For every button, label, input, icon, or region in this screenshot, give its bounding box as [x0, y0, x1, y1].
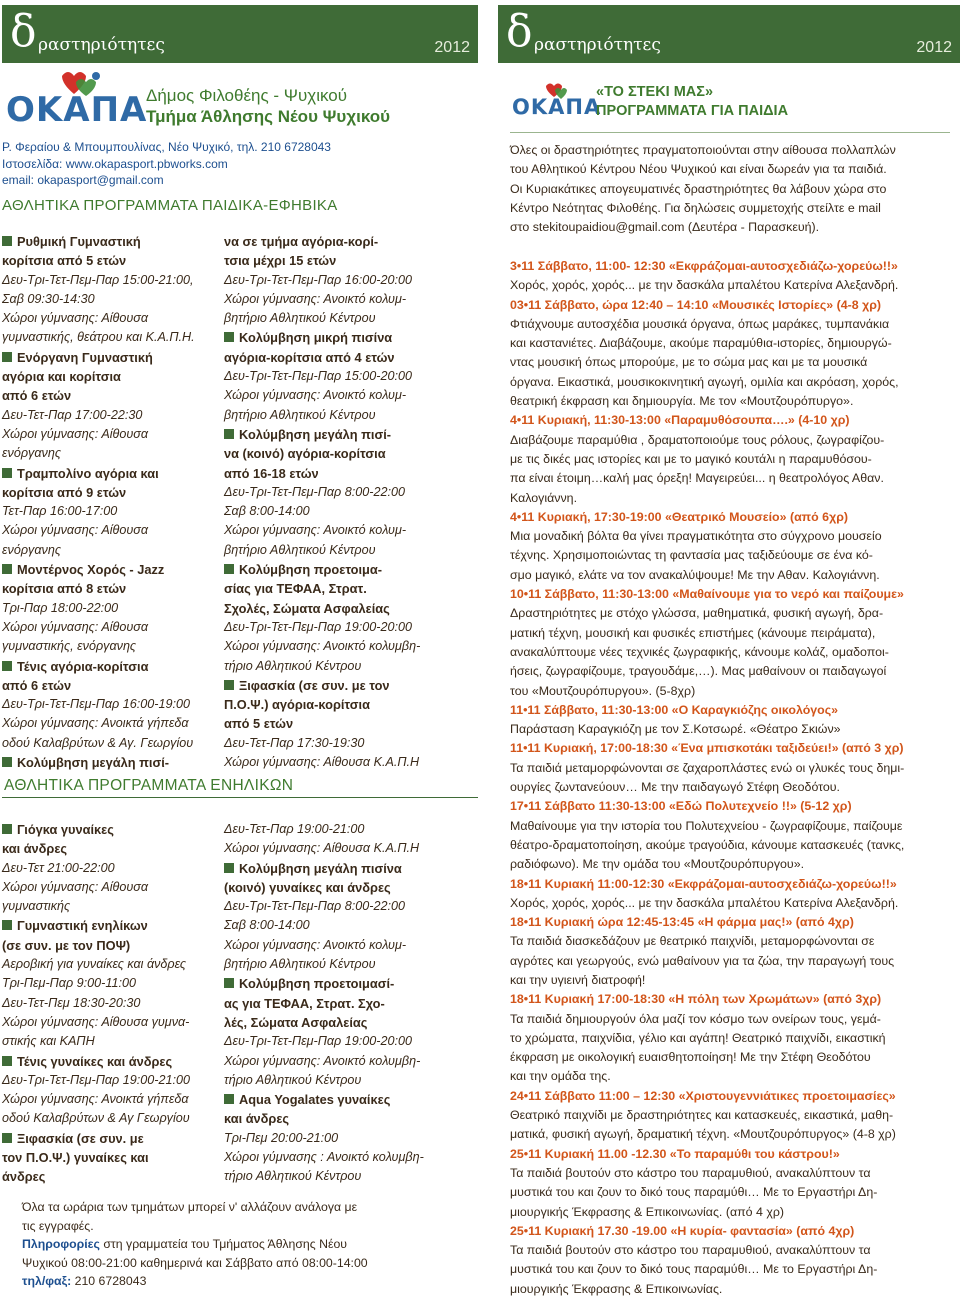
event-description: ντας μουσική όπως μπορούμε, με το σώμα μας και με τα μουσικά: [510, 355, 868, 370]
program-detail: οδού Καλαβρύτων & Αγ Γεωργίου: [2, 1111, 190, 1126]
program-heading-text: Μοντέρνος Χορός - Jazz: [17, 562, 165, 578]
event-heading: 18•11 Κυριακή 11:00-12:30 «Εκφράζομαι-αυτοσχεδιάζω-χορεύω!!»: [510, 876, 897, 891]
event-description: Καλογιάννη.: [510, 490, 578, 505]
program-detail: Δευ-Τρι-Τετ-Πεμ-Παρ 19:00-20:00: [224, 1034, 412, 1049]
event-heading: 3•11 Σάββατο, 11:00- 12:30 «Εκφράζομαι-αυτοσχεδιάζω-χορεύω!!»: [510, 259, 898, 273]
event-description: Παράσταση Καραγκιόζη με τον Σ.Κοτσωρέ. «Θέατρο Σκιών»: [510, 722, 841, 737]
program-heading-text: Τένις γυναίκες και άνδρες: [17, 1053, 173, 1069]
program-detail: βητήριο Αθλητικού Κέντρου: [224, 311, 376, 326]
program-heading: [2, 1129, 227, 1148]
program-heading-text: από 16-18 ετών: [224, 465, 319, 481]
event-heading: 10•11 Σάββατο, 11:30-13:00 «Μαθαίνουμε για το νερό και παίζουμε»: [510, 587, 904, 602]
event-description: του «Μουτζουρόπυργου». (5-8χρ): [510, 683, 696, 698]
program-detail: Χώροι γύμνασης: Αίθουσα: [2, 523, 149, 538]
program-heading-text: Ενόργανη Γυμναστική: [17, 349, 153, 365]
program-heading-text: τσια μέχρι 15 ετών: [224, 253, 337, 269]
event-description: ματικά, φυσική αγωγή, δραματική τέχνη. «Μουτζουρόπυργος» (4-8 χρ): [510, 1127, 896, 1142]
program-detail: βητήριο Αθλητικού Κέντρου: [224, 957, 376, 972]
left-banner: [2, 5, 478, 63]
program-detail: τήριο Αθλητικού Κέντρου: [224, 1169, 362, 1184]
program-heading-text: κορίτσια από 5 ετών: [2, 253, 127, 269]
event-description: και την υγιεινή διατροφή!: [510, 972, 646, 987]
program-heading-cont: [224, 232, 474, 251]
kids-column-2: [224, 232, 474, 772]
program-heading: [2, 464, 227, 483]
program-heading-text: Κολύμβηση προετοιμασί-: [239, 976, 395, 992]
event-description: μυστικά του και ζουν το δικό τους παραμύθι… Με το Εργαστήρι Δη-: [510, 1262, 878, 1277]
program-heading-cont: [2, 1148, 227, 1167]
program-heading-text: Τραμπολίνο αγόρια και: [17, 465, 159, 481]
program-detail: Σαβ 8:00-14:00: [224, 918, 310, 933]
program-heading-text: ας για ΤΕΦΑΑ, Στρατ. Σχο-: [224, 995, 385, 1011]
program-detail: Δευ-Τρι-Τετ-Πεμ-Παρ 15:00-21:00,: [2, 272, 194, 287]
program-heading-cont: [2, 251, 227, 270]
tel-rest: 210 6728043: [71, 1274, 147, 1288]
okapa-logo: [4, 66, 148, 136]
right-title-1: «ΤΟ ΣΤΕΚΙ ΜΑΣ»: [596, 84, 714, 100]
bullet-square-icon: [2, 1133, 12, 1143]
program-heading-text: από 5 ετών: [224, 716, 294, 732]
program-detail: οδού Καλαβρύτων & Αγ. Γεωργίου: [2, 735, 194, 750]
program-heading-text: (κοινό) γυναίκες και άνδρες: [224, 879, 391, 895]
events-list: [510, 257, 950, 1296]
event-description: μιουργικής Έκφρασης & Επικοινωνίας.: [510, 1281, 723, 1296]
event-description: θέατρο-δραματοποίηση, ακούμε τραγούδια, κάνουμε κατασκευές (τανκς,: [510, 837, 905, 852]
program-heading-text: από 6 ετών: [2, 388, 72, 404]
event-description: Θεατρικό παιχνίδι με δραστηριότητες και κατασκευές, εικαστικά, μαθη-: [510, 1108, 894, 1123]
program-heading-cont: [224, 994, 474, 1013]
bullet-square-icon: [2, 564, 12, 574]
program-heading-text: αγόρια και κορίτσια: [2, 369, 121, 385]
bullet-square-icon: [2, 468, 12, 478]
program-detail: Δευ-Τετ-Παρ 17:00-22:30: [2, 407, 143, 422]
event-description: Δραστηριότητες με στόχο γλώσσα, μαθηματικά, φυσική αγωγή, δρα-: [510, 606, 884, 621]
program-detail: γυμναστικής, θεάτρου και Κ.Α.Π.Η.: [2, 330, 195, 345]
program-detail: Δευ-Τρι-Τετ-Πεμ-Παρ 19:00-21:00: [2, 1072, 190, 1087]
program-heading-text: Π.Ο.Ψ.) αγόρια-κορίτσια: [224, 697, 370, 713]
program-heading-text: σίας για ΤΕΦΑΑ, Στρατ.: [224, 581, 367, 597]
program-detail: Χώροι γύμνασης : Ανοικτό κολυμβη-: [224, 1150, 424, 1165]
contact-site[interactable]: Ιστοσελίδα: www.okapasport.pbworks.com: [2, 156, 228, 171]
program-heading-cont: [224, 444, 474, 463]
program-heading-cont: [2, 579, 227, 598]
program-detail: Δευ-Τρι-Τετ-Πεμ-Παρ 8:00-22:00: [224, 899, 405, 914]
event-description: Χορός, χορός, χορός... με την δασκάλα μπαλέτου Κατερίνα Αλεξανδρή.: [510, 895, 899, 910]
municipality-title: Δήμος Φιλοθέης - Ψυχικού: [146, 86, 348, 105]
bullet-square-icon: [2, 920, 12, 930]
event-description: Μια μοναδική βόλτα θα γίνει πραγματικότητα στο σύγχρονο μουσείο: [510, 529, 882, 544]
event-heading: 25•11 Κυριακή 11.00 -12.30 «Το παραμύθι του κάστρου!»: [510, 1146, 840, 1161]
event-heading: 24•11 Σάββατο 11:00 – 12:30 «Χριστουγεννιάτικες προετοιμασίες»: [510, 1088, 896, 1103]
bullet-square-icon: [224, 680, 234, 690]
event-description: Μαθαίνουμε για την ιστορία του Πολυτεχνείου - ζωγραφίζουμε, παίζουμε: [510, 818, 903, 833]
event-description: μυστικά του και ζουν το δικό τους παραμύθι… Με το Εργαστήρι Δη-: [510, 1185, 878, 1200]
kids-column-1: [2, 232, 227, 772]
note-line-5: [22, 1272, 422, 1291]
intro-line: του Αθλητικού Κέντρου Νέου Ψυχικού και είναι δωρεάν για τα παιδιά.: [510, 162, 887, 177]
intro-line: στο stekitoupaidiou@gmail.com (Δευτέρα - Παρασκευή).: [510, 220, 820, 235]
program-heading-text: από 6 ετών: [2, 677, 72, 693]
program-heading-text: και άνδρες: [224, 1111, 290, 1127]
program-detail: Τρι-Παρ 18:00-22:00: [2, 600, 119, 615]
bullet-square-icon: [2, 824, 12, 834]
program-detail: Χώροι γύμνασης: Ανοικτό κολυμβη-: [224, 639, 421, 654]
logo-text-right: ΟΚΑΠΑ: [512, 95, 602, 119]
program-heading-cont: [2, 483, 227, 502]
intro-line: Όλες οι δραστηριότητες πραγματοποιούνται στην αίθουσα πολλαπλών: [510, 143, 896, 157]
program-heading-cont: [2, 676, 227, 695]
program-heading-cont: [224, 1109, 474, 1128]
program-heading-cont: [224, 599, 474, 618]
right-title-2: ΠΡΟΓΡΑΜΜΑΤΑ ΓΙΑ ΠΑΙΔΙΑ: [596, 103, 789, 119]
event-heading: 4•11 Κυριακή, 11:30-13:00 «Παραμυθόσουπα….» (4-10 χρ): [510, 413, 850, 428]
event-description: μιουργικής Έκφρασης & Επικοινωνίας. (από 4 χρ): [510, 1204, 784, 1219]
adults-section-title: ΑΘΛΗΤΙΚΑ ΠΡΟΓΡΑΜΜΑΤΑ ΕΝΗΛΙΚΩΝ: [4, 777, 294, 794]
program-heading: [224, 425, 474, 444]
event-description: Χορός, χορός, χορός... με την δασκάλα μπαλέτου Κατερίνα Αλεξανδρή.: [510, 278, 899, 293]
program-heading-text: κορίτσια από 8 ετών: [2, 581, 127, 597]
event-description: Τα παιδιά βουτούν στο κάστρο του παραμυθιού, ανακαλύπτουν τα: [510, 1165, 871, 1180]
program-heading: [2, 916, 227, 935]
event-description: ματική τέχνη, μουσική και φυσικές επιστήμες (κάνουμε πειράματα),: [510, 625, 876, 640]
program-detail: Δευ-Τρι-Τετ-Πεμ-Παρ 8:00-22:00: [224, 484, 405, 499]
event-description: έκφραση με οικολογική ευαισθητοποίηση! Με την Στέφη Θεοδότου: [510, 1050, 871, 1065]
program-detail: Χώροι γύμνασης: Ανοικτό κολυμ-: [224, 523, 407, 538]
intro-line: Οι Κυριακάτικες απογευματινές δραστηριότητες θα λάβουν χώρα στο: [510, 181, 887, 196]
event-heading: 11•11 Κυριακή, 17:00-18:30 «Ένα μπισκοτάκι ταξιδεύει!» (από 3 χρ): [510, 741, 904, 756]
program-detail: Τρι-Πεμ-Παρ 9:00-11:00: [2, 976, 136, 991]
program-detail: ενόργανης: [2, 446, 61, 461]
bullet-square-icon: [224, 429, 234, 439]
event-description: σμο μαγικό, ελάτε να τον ανακαλύψουμε! Με την Αθαν. Καλογιάννη.: [510, 567, 880, 582]
program-heading-text: Κολύμβηση μικρή πισίνα: [239, 330, 393, 346]
program-heading-cont: [224, 464, 474, 483]
logo-text: ΟΚΑΠΑ: [6, 90, 148, 130]
program-heading: [224, 676, 474, 695]
event-heading: 03•11 Σάββατο, ώρα 12:40 – 14:10 «Μουσικές Ιστορίες» (4-8 χρ): [510, 297, 882, 312]
program-heading-text: και άνδρες: [2, 841, 68, 857]
program-detail: βητήριο Αθλητικού Κέντρου: [224, 407, 376, 422]
program-heading: [224, 560, 474, 579]
program-heading-cont: [2, 386, 227, 405]
program-heading: [224, 974, 474, 993]
program-heading-text: να σε τμήμα αγόρια-κορί-: [224, 234, 379, 249]
program-detail: Χώροι γύμνασης: Αίθουσα Κ.Α.Π.Η: [224, 841, 420, 856]
note-line-3: [22, 1235, 422, 1254]
program-heading-cont: [2, 1167, 227, 1186]
info-rest: στη γραμματεία του Τμήματος Άθλησης Νέου: [99, 1237, 348, 1251]
program-detail: Χώροι γύμνασης: Αίθουσα: [2, 426, 149, 441]
program-detail: Δευ-Τρι-Τετ-Πεμ-Παρ 19:00-20:00: [224, 619, 412, 634]
event-description: αγρότες και γεωργούς, ενώ μαθαίνουν για τα ζώα, την παραγωγή τους: [510, 953, 895, 968]
program-heading: [2, 820, 227, 839]
program-heading-text: Γιόγκα γυναίκες: [17, 822, 114, 837]
program-heading-text: Κολύμβηση μεγάλη πισί-: [239, 426, 392, 442]
event-description: ουργίες ζωντανεύουν… Με την παιδαγωγό Στέφη Θεοδότου.: [510, 780, 840, 795]
program-heading: [2, 753, 227, 772]
program-heading-text: Ρυθμική Γυμναστική: [17, 234, 141, 249]
event-description: ραδιόφωνο). Με την ομάδα του «Μουτζουρόπυργου».: [510, 857, 805, 872]
program-heading-cont: [224, 714, 474, 733]
program-heading-cont: [224, 1013, 474, 1032]
event-heading: 17•11 Σάββατο 11:30-13:00 «Εδώ Πολυτεχνείο !!» (5-12 χρ): [510, 799, 852, 814]
program-detail: Χώροι γύμνασης: Ανοικτό κολυμβη-: [224, 1053, 421, 1068]
event-description: και καστανιέτες. Διαβάζουμε, ακούμε παραμύθια-ιστορίες, δημιουργώ-: [510, 336, 892, 351]
contact-email[interactable]: email: okapasport@gmail.com: [2, 173, 164, 187]
okapa-logo-right: [510, 80, 602, 124]
info-label: Πληροφορίες: [22, 1237, 100, 1251]
event-description: Τα παιδιά μεταμορφώνονται σε ζαχαροπλάστες ενώ οι γλυκές τους δημι-: [510, 760, 905, 775]
bullet-square-icon: [2, 1056, 12, 1066]
info-note: [22, 1198, 422, 1291]
event-description: όργανα. Εικαστικά, μουσικοκινητική αγωγή, ομιλία και ακρόαση, χορός,: [510, 374, 899, 389]
right-divider: [510, 132, 950, 133]
adults-column-2: [224, 820, 474, 1187]
event-description: Τα παιδιά δημιουργούν όλα μαζί τον κόσμο των ονείρων τους, γεμά-: [510, 1011, 881, 1026]
program-heading-text: λές, Σώματα Ασφαλείας: [224, 1014, 368, 1030]
event-description: ήσεις, ζωγραφίζουμε, τραγουδάμε,…). Μας μαθαίνουν οι παιδαγωγοί: [510, 664, 887, 679]
program-heading-text: να (κοινό) αγόρια-κορίτσια: [224, 446, 386, 462]
program-heading-text: (σε συν. με τον ΠΟΨ): [2, 937, 131, 953]
program-detail: Δευ-Τρι-Τετ-Πεμ-Παρ 16:00-20:00: [224, 272, 412, 287]
intro-line: Κέντρο Νεότητας Φιλοθέης. Για δηλώσεις συμμετοχής στείλτε e mail: [510, 200, 881, 215]
event-heading: 4•11 Κυριακή, 17:30-19:00 «Θεατρικό Μουσείο» (από 6χρ): [510, 509, 849, 524]
right-banner: [498, 5, 960, 63]
intro-block: [510, 141, 950, 237]
adults-column-1: [2, 820, 227, 1187]
program-heading: [2, 232, 227, 251]
bullet-square-icon: [224, 332, 234, 342]
contact-block: [2, 139, 331, 189]
program-detail: Δευ-Τρι-Τετ-Πεμ-Παρ 16:00-19:00: [2, 697, 190, 712]
bullet-square-icon: [224, 564, 234, 574]
program-detail: Χώροι γύμνασης: Αίθουσα: [2, 619, 149, 634]
program-detail: Δευ-Τετ 21:00-22:00: [2, 860, 115, 875]
event-heading: 11•11 Σάββατο, 11:30-13:00 «Ο Καραγκιόζης οικολόγος»: [510, 702, 839, 717]
banner-letter-right: δ: [506, 6, 533, 57]
program-detail: τήριο Αθλητικού Κέντρου: [224, 658, 362, 673]
program-heading-text: Ξιφασκία (σε συν. με: [17, 1130, 144, 1146]
banner-word-right: ραστηριότητες: [534, 35, 661, 55]
event-description: και την ομάδα της.: [510, 1069, 611, 1084]
event-description: το χρώματα, παιχνίδια, γέλιο και αγάπη! Θεατρικό παιχνίδι, εικαστική: [510, 1030, 886, 1045]
program-detail: Αεροβική για γυναίκες και άνδρες: [2, 957, 186, 972]
kids-section-title: ΑΘΛΗΤΙΚΑ ΠΡΟΓΡΑΜΜΑΤΑ ΠΑΙΔΙΚΑ-ΕΦΗΒΙΚΑ: [2, 197, 338, 214]
bullet-square-icon: [2, 661, 12, 671]
program-heading-text: αγόρια-κορίτσια από 4 ετών: [224, 349, 395, 365]
event-heading: 18•11 Κυριακή ώρα 12:45-13:45 «Η φάρμα μας!» (από 4χρ): [510, 915, 854, 930]
program-detail: γυμναστικής: [2, 899, 71, 914]
event-description: Τα παιδιά βουτούν στο κάστρο του παραμυθιού, ανακαλύπτουν τα: [510, 1243, 871, 1258]
program-detail: Σαβ 09:30-14:30: [2, 291, 95, 306]
program-heading-text: τον Π.Ο.Ψ.) γυναίκες και: [2, 1150, 149, 1166]
event-description: τέχνης. Χρησιμοποιώντας τη φαντασία μας ταξιδεύουμε σε ένα κό-: [510, 548, 873, 563]
program-detail: βητήριο Αθλητικού Κέντρου: [224, 542, 376, 557]
program-detail: Χώροι γύμνασης: Ανοικτά γήπεδα: [2, 1092, 189, 1107]
bullet-square-icon: [224, 1094, 234, 1104]
program-detail: Χώροι γύμνασης: Αίθουσα: [2, 311, 149, 326]
program-heading-text: Σχολές, Σώματα Ασφαλείας: [224, 600, 390, 616]
bullet-square-icon: [2, 352, 12, 362]
program-heading-text: Aqua Yogalates γυναίκες: [239, 1092, 391, 1108]
program-detail: Χώροι γύμνασης: Ανοικτό κολυμ-: [224, 291, 407, 306]
program-heading: [224, 1090, 474, 1109]
program-heading-cont: [224, 579, 474, 598]
program-detail: Χώροι γύμνασης: Αίθουσα: [2, 879, 149, 894]
program-heading-cont: [224, 348, 474, 367]
program-detail: Χώροι γύμνασης: Αίθουσα Κ.Α.Π.Η: [224, 755, 420, 770]
note-line-1: Όλα τα ωράρια των τμημάτων μπορεί ν' αλλάζουν ανάλογα με: [22, 1200, 358, 1214]
bullet-square-icon: [2, 236, 12, 246]
event-description: με τις δικές μας ιστορίες και με το μαγικό κουτάλι η παραμυθόσου-: [510, 451, 872, 466]
section-divider: [2, 797, 478, 798]
event-description: Φτιάχνουμε αυτοσχέδια μουσικά όργανα, όπως μαράκες, τυμπανάκια: [510, 316, 890, 331]
program-detail: Δευ-Τετ-Παρ 17:30-19:30: [224, 735, 365, 750]
program-heading-text: Γυμναστική ενηλίκων: [17, 918, 148, 934]
bullet-square-icon: [224, 863, 234, 873]
event-description: Τα παιδιά διασκεδάζουν με θεατρικό παιχνίδι, μεταμορφώνονται σε: [510, 934, 875, 949]
event-description: θεατρική έκφραση και δημιουργία. Με τον «Μουτζουρόπυργο».: [510, 394, 854, 409]
banner-letter: δ: [10, 6, 37, 57]
program-detail: ενόργανης: [2, 542, 61, 557]
tel-label: τηλ/φαξ:: [22, 1274, 72, 1288]
event-heading: 18•11 Κυριακή 17:00-18:30 «Η πόλη των Χρωμάτων» (από 3χρ): [510, 992, 882, 1007]
event-heading: 25•11 Κυριακή 17.30 -19.00 «Η κυρία- φαντασία» (από 4χρ): [510, 1223, 855, 1238]
event-description: Διαβάζουμε παραμύθια , δραματοποιούμε τους ρόλους, ζωγραφίζου-: [510, 432, 885, 447]
program-heading-text: Κολύμβηση μεγάλη πισί-: [17, 755, 170, 771]
program-detail: Τρι-Πεμ 20:00-21:00: [224, 1130, 339, 1145]
program-detail: Σαβ 8:00-14:00: [224, 504, 310, 519]
program-heading-cont: [2, 839, 227, 858]
program-heading-text: άνδρες: [2, 1169, 46, 1185]
program-detail: Τετ-Παρ 16:00-17:00: [2, 504, 118, 519]
program-detail: στικής και ΚΑΠΗ: [2, 1034, 95, 1049]
event-description: πα είναι έτοιμη…καλή μας όρεξη! Μαγειρεύει... η θεατρολόγος Αθαν.: [510, 471, 884, 486]
right-page: [486, 0, 960, 1296]
program-detail: τήριο Αθλητικού Κέντρου: [224, 1072, 362, 1087]
bullet-square-icon: [224, 978, 234, 988]
program-heading-cont: [224, 695, 474, 714]
event-description: ανακαλύπτουμε νέες τεχνικές ζωγραφικής, κάνουμε κολάζ, ομαδοποι-: [510, 644, 889, 659]
program-heading: [224, 859, 474, 878]
program-heading-text: Τένις αγόρια-κορίτσια: [17, 658, 149, 674]
program-heading-cont: [2, 367, 227, 386]
program-heading-text: Ξιφασκία (σε συν. με τον: [239, 677, 390, 693]
banner-year-right: 2012: [916, 39, 952, 56]
program-heading-text: κορίτσια από 9 ετών: [2, 484, 127, 500]
program-detail: Δευ-Τετ-Πεμ 18:30-20:30: [2, 995, 141, 1010]
program-detail: Χώροι γύμνασης: Ανοικτό κολυμ-: [224, 937, 407, 952]
program-detail: Δευ-Τρι-Τετ-Πεμ-Παρ 15:00-20:00: [224, 369, 412, 384]
program-heading-cont: [224, 251, 474, 270]
program-heading: [2, 1052, 227, 1071]
department-title: Τμήμα Άθλησης Νέου Ψυχικού: [146, 107, 391, 126]
banner-word: ραστηριότητες: [38, 35, 165, 55]
program-detail: Δευ-Τετ-Παρ 19:00-21:00: [224, 822, 365, 836]
program-heading-text: Κολύμβηση προετοιμα-: [239, 562, 383, 578]
contact-address: Ρ. Φεραίου & Μπουμπουλίνας, Νέο Ψυχικό, τηλ. 210 6728043: [2, 140, 331, 154]
bullet-square-icon: [2, 757, 12, 767]
program-heading-cont: [224, 878, 474, 897]
program-detail: Χώροι γύμνασης: Ανοικτά γήπεδα: [2, 716, 189, 731]
program-detail: Χώροι γύμνασης: Αίθουσα γυμνα-: [2, 1014, 190, 1029]
note-line-4: Ψυχικού 08:00-21:00 καθημερινά και Σάββατο από 08:00-14:00: [22, 1255, 368, 1270]
program-heading: [2, 348, 227, 367]
program-heading-text: Κολύμβηση μεγάλη πισίνα: [239, 860, 402, 876]
program-heading-cont: [2, 936, 227, 955]
program-heading: [224, 328, 474, 347]
program-detail: γυμναστικής, ενόργανης: [2, 639, 137, 654]
banner-year: 2012: [434, 39, 470, 56]
program-heading: [2, 560, 227, 579]
program-heading: [2, 657, 227, 676]
note-line-2: τις εγγραφές.: [22, 1218, 94, 1233]
program-detail: Χώροι γύμνασης: Ανοικτό κολυμ-: [224, 388, 407, 403]
